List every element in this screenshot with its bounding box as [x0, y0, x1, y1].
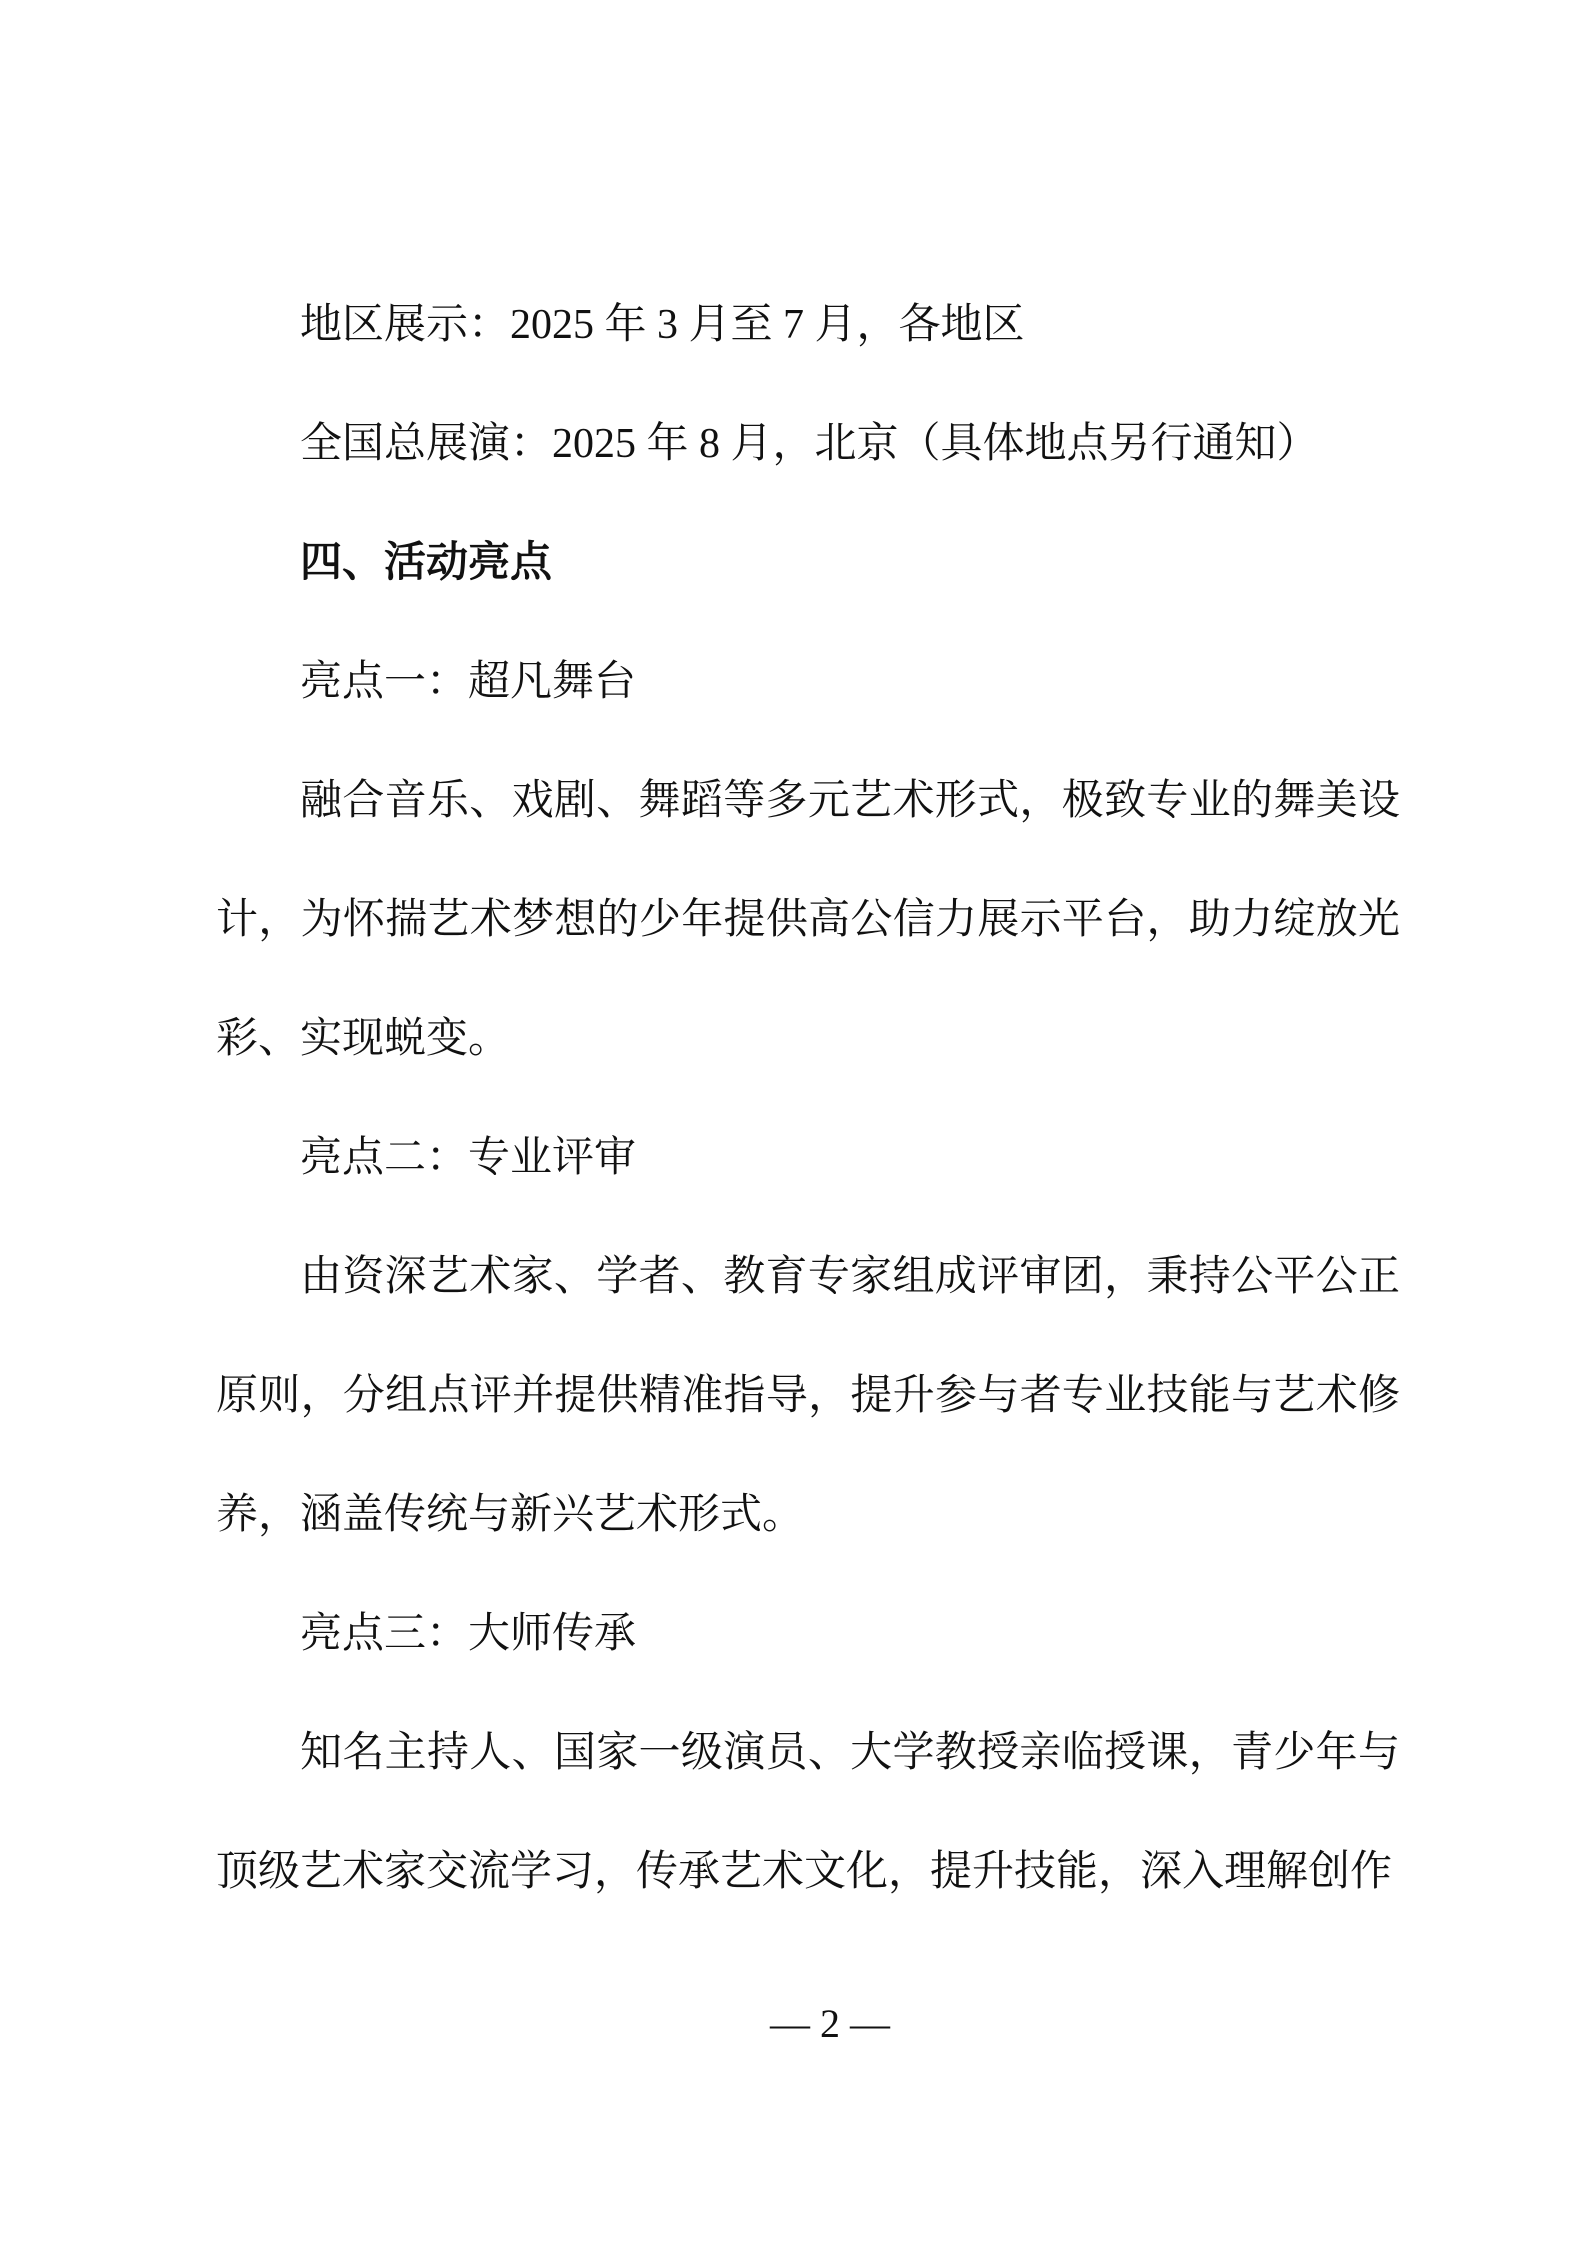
highlight-2-title: 亮点二：专业评审 [300, 1135, 637, 1181]
highlight-1-title: 亮点一：超凡舞台 [300, 659, 637, 705]
highlight-1-description: 融合音乐、戏剧、舞蹈等多元艺术形式，极致专业的舞美设计，为怀揣艺术梦想的少年提供高公信力展示平台，助力绽放光彩、实现蜕变。 [216, 778, 1400, 1062]
highlight-3-title: 亮点三：大师传承 [300, 1611, 637, 1657]
document-body [216, 266, 1400, 1932]
section-heading-highlights: 四、活动亮点 [300, 540, 553, 586]
highlight-3-description: 知名主持人、国家一级演员、大学教授亲临授课，青少年与顶级艺术家交流学习，传承艺术文化，提升技能，深入理解创作 [216, 1730, 1400, 1895]
highlight-2-description: 由资深艺术家、学者、教育专家组成评审团，秉持公平公正原则，分组点评并提供精准指导，提升参与者专业技能与艺术修养，涵盖传统与新兴艺术形式。 [216, 1254, 1400, 1538]
paragraph-national-finals: 全国总展演：2025 年 8 月，北京（具体地点另行通知） [300, 421, 1319, 467]
page-number: — 2 — [770, 2001, 890, 2046]
paragraph-regional-showcase: 地区展示：2025 年 3 月至 7 月，各地区 [300, 302, 1025, 348]
